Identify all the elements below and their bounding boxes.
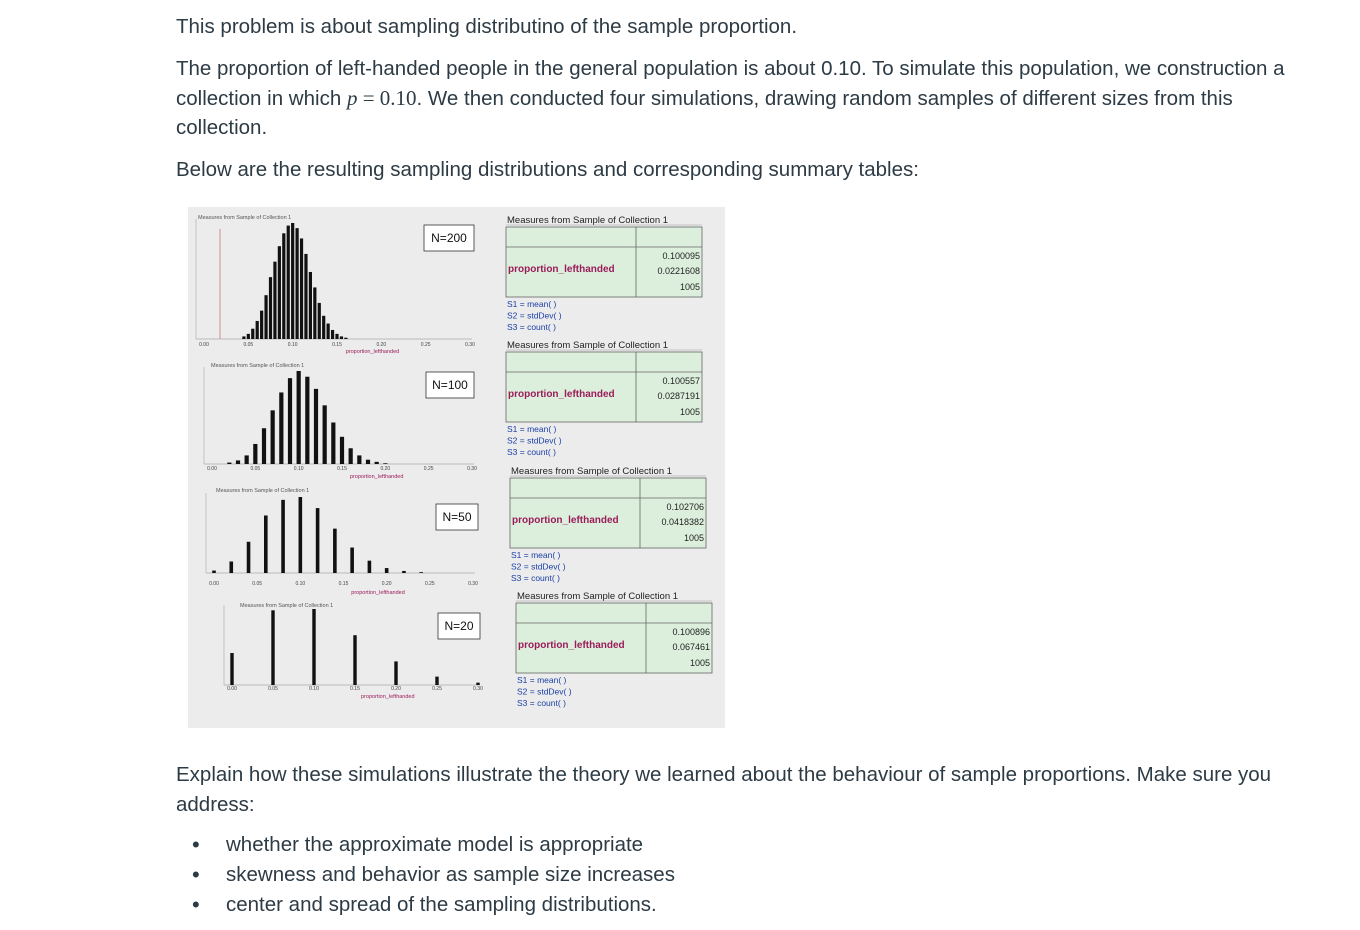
histogram-bar <box>435 677 438 685</box>
list-item: • whether the approximate model is appropriate <box>176 830 675 860</box>
x-tick-label: 0.15 <box>338 581 349 587</box>
x-tick-label: 0.25 <box>424 581 435 587</box>
intro-paragraph <box>176 54 1306 143</box>
x-tick-label: 0.10 <box>309 686 319 692</box>
histogram-bar <box>230 653 233 685</box>
table-frame <box>506 352 702 422</box>
formula-line: S1 = mean( ) <box>517 675 567 685</box>
histogram-bar <box>322 316 325 339</box>
sample-size-label: N=100 <box>432 378 468 392</box>
histogram-bar <box>394 661 397 685</box>
histogram-bar <box>316 508 320 573</box>
figure-caption: Below are the resulting sampling distributions and corresponding summary tables: <box>176 158 919 181</box>
histogram-bar <box>357 455 361 464</box>
histogram-bar <box>245 455 249 464</box>
panel-title: Measures from Sample of Collection 1 <box>240 603 334 609</box>
x-tick-label: 0.30 <box>468 581 478 587</box>
histogram-bar <box>333 529 337 573</box>
x-axis-label: proportion_lefthanded <box>345 349 400 355</box>
histogram-bar <box>264 295 267 339</box>
histogram-bar <box>344 338 347 339</box>
histogram-bar <box>375 462 379 464</box>
histogram-bar <box>262 428 266 464</box>
histogram-bar <box>297 371 301 464</box>
histogram-bar <box>327 324 330 339</box>
list-item: • skewness and behavior as sample size increases <box>176 860 675 890</box>
histogram-bar <box>227 463 231 464</box>
stddev-value: 0.0418382 <box>661 517 704 527</box>
stddev-value: 0.067461 <box>672 642 710 652</box>
x-tick-label: 0.05 <box>252 581 263 587</box>
math-variable: p <box>346 85 358 110</box>
x-tick-label: 0.20 <box>381 581 392 587</box>
summary-table <box>516 591 712 708</box>
histogram-bar <box>402 571 406 573</box>
histogram-bar <box>368 561 372 573</box>
histogram-bar <box>305 377 309 464</box>
histogram-bar <box>309 272 312 339</box>
formula-line: S2 = stdDev( ) <box>517 686 572 697</box>
histogram-bar <box>313 287 316 339</box>
histogram-bar <box>279 392 283 464</box>
table-title: Measures from Sample of Collection 1 <box>511 466 673 477</box>
histogram-bar <box>312 609 315 685</box>
histogram-bar <box>314 389 318 464</box>
formula-line: S2 = stdDev( ) <box>507 435 562 446</box>
x-tick-label: 0.00 <box>227 686 237 692</box>
histogram-bar <box>335 334 338 339</box>
row-label: proportion_lefthanded <box>508 264 615 275</box>
histogram-bar <box>264 515 268 573</box>
histogram-bar <box>242 336 245 339</box>
histogram-bar <box>300 238 303 339</box>
question-text: Explain how these simulations illustrate the theory we learned about the behaviour of sample proportions. Make sure you address: <box>176 763 1272 816</box>
panel-title: Measures from Sample of Collection 1 <box>216 488 310 494</box>
simulation-graphics <box>188 207 725 728</box>
x-tick-label: 0.25 <box>423 466 434 472</box>
row-label: proportion_lefthanded <box>508 389 615 400</box>
histogram-bar <box>229 561 233 573</box>
table-frame <box>516 603 712 673</box>
histogram-bar <box>278 246 281 339</box>
x-tick-label: 0.00 <box>209 581 219 587</box>
histogram-bar <box>419 572 423 573</box>
list-item: • center and spread of the sampling distributions. <box>176 890 675 920</box>
row-label: proportion_lefthanded <box>518 640 625 651</box>
x-tick-label: 0.15 <box>337 466 347 472</box>
formula-line: S1 = mean( ) <box>507 299 557 309</box>
count-value: 1005 <box>689 658 710 668</box>
histogram-bar <box>273 262 276 339</box>
mean-value: 0.100896 <box>672 627 710 637</box>
histogram-bar <box>256 321 259 339</box>
formula-line: S2 = stdDev( ) <box>507 310 562 321</box>
count-value: 1005 <box>679 282 700 292</box>
histogram-bar <box>353 635 356 685</box>
panel-title: Measures from Sample of Collection 1 <box>211 363 305 369</box>
x-tick-label: 0.10 <box>293 466 304 472</box>
row-label: proportion_lefthanded <box>512 515 619 526</box>
histogram-bar <box>340 437 344 464</box>
stddev-value: 0.0221608 <box>657 266 700 276</box>
formula-line: S1 = mean( ) <box>507 424 557 434</box>
histogram-bar <box>288 378 292 464</box>
table-frame <box>506 227 702 297</box>
x-axis-label: proportion_lefthanded <box>351 590 405 596</box>
x-axis-label: proportion_lefthanded <box>349 474 404 480</box>
x-tick-label: 0.20 <box>376 342 387 348</box>
x-tick-label: 0.15 <box>350 686 360 692</box>
x-tick-label: 0.00 <box>199 342 209 348</box>
x-tick-label: 0.30 <box>473 686 483 692</box>
histogram-bar <box>296 228 299 339</box>
histogram-bar <box>236 460 240 464</box>
histogram-panel <box>204 363 477 480</box>
math-expression <box>347 86 417 110</box>
requirements-list <box>176 830 675 920</box>
histogram-bar <box>269 277 272 339</box>
x-tick-label: 0.20 <box>391 686 401 692</box>
x-tick-label: 0.05 <box>268 686 278 692</box>
x-tick-label: 0.10 <box>287 342 298 348</box>
histogram-panel <box>196 215 475 355</box>
histogram-bar <box>323 405 327 464</box>
x-tick-label: 0.30 <box>465 342 475 348</box>
table-title: Measures from Sample of Collection 1 <box>507 340 669 351</box>
intro-paragraph-end: . We then conducted four simulations, drawing random samples of different sizes from this collection. <box>176 86 1233 139</box>
histogram-bar <box>350 548 354 573</box>
histogram-bar <box>366 460 370 464</box>
x-tick-label: 0.05 <box>243 342 254 348</box>
summary-table <box>510 466 706 583</box>
x-tick-label: 0.00 <box>207 466 217 472</box>
count-value: 1005 <box>683 533 704 543</box>
histogram-bar <box>271 610 274 685</box>
histogram-bar <box>349 448 353 464</box>
histogram-bar <box>291 223 294 339</box>
histogram-bar <box>271 410 275 464</box>
histogram-bar <box>247 334 250 339</box>
histogram-bar <box>287 226 290 339</box>
formula-line: S3 = count( ) <box>507 447 556 457</box>
count-value: 1005 <box>679 407 700 417</box>
histogram-bar <box>281 500 285 573</box>
x-tick-label: 0.10 <box>295 581 306 587</box>
table-title: Measures from Sample of Collection 1 <box>507 215 669 226</box>
x-tick-label: 0.25 <box>420 342 431 348</box>
mean-value: 0.102706 <box>666 502 704 512</box>
histogram-bar <box>247 542 251 573</box>
formula-line: S3 = count( ) <box>507 322 556 332</box>
x-tick-label: 0.05 <box>250 466 261 472</box>
histogram-bar <box>299 497 303 573</box>
histogram-panel <box>206 488 478 596</box>
x-tick-label: 0.25 <box>432 686 442 692</box>
x-tick-label: 0.20 <box>380 466 391 472</box>
sample-size-label: N=200 <box>431 231 467 245</box>
histogram-bar <box>282 233 285 339</box>
histogram-bar <box>383 463 387 464</box>
stddev-value: 0.0287191 <box>657 391 700 401</box>
table-title: Measures from Sample of Collection 1 <box>517 591 679 602</box>
histogram-bar <box>331 330 334 339</box>
formula-line: S1 = mean( ) <box>511 550 561 560</box>
table-frame <box>510 478 706 548</box>
sample-size-label: N=20 <box>444 619 474 633</box>
formula-line: S2 = stdDev( ) <box>511 561 566 572</box>
intro-line: This problem is about sampling distributino of the sample proportion. <box>176 15 798 38</box>
math-value: = 0.10 <box>357 85 417 110</box>
sample-size-label: N=50 <box>442 510 472 524</box>
summary-table <box>506 340 702 457</box>
x-tick-label: 0.30 <box>467 466 477 472</box>
histogram-bar <box>260 311 263 339</box>
formula-line: S3 = count( ) <box>511 573 560 583</box>
histogram-bar <box>212 571 216 573</box>
simulation-figure <box>188 207 725 728</box>
histogram-panel <box>224 603 483 700</box>
x-axis-label: proportion_lefthanded <box>361 694 415 700</box>
x-tick-label: 0.15 <box>332 342 342 348</box>
panel-title: Measures from Sample of Collection 1 <box>198 215 292 221</box>
mean-value: 0.100095 <box>662 251 700 261</box>
formula-line: S3 = count( ) <box>517 698 566 708</box>
histogram-bar <box>331 423 335 464</box>
intro-paragraph-start: The proportion of left-handed people in the general population is about 0.10. To simulate this population, we construction a collection in which <box>176 57 1285 110</box>
mean-value: 0.100557 <box>662 376 700 386</box>
histogram-bar <box>318 303 321 339</box>
histogram-bar <box>385 568 389 573</box>
histogram-bar <box>253 444 257 464</box>
histogram-bar <box>251 329 254 339</box>
histogram-bar <box>304 254 307 339</box>
histogram-bar <box>476 683 479 685</box>
summary-table <box>506 215 702 332</box>
histogram-bar <box>340 336 343 339</box>
